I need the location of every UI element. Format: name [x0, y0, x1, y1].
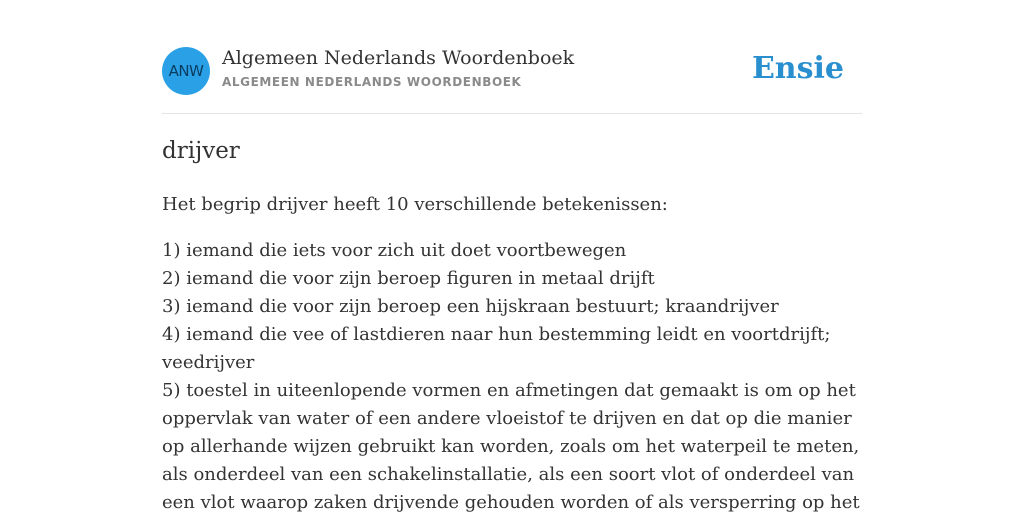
- meanings-list: [162, 237, 862, 512]
- header: [162, 47, 862, 95]
- entry-term: drijver: [162, 138, 240, 164]
- meaning-item: 1) iemand die iets voor zich uit doet voortbewegen: [162, 240, 627, 261]
- source-logo[interactable]: ANW: [162, 47, 210, 95]
- meaning-item: 4) iemand die vee of lastdieren naar hun bestemming leidt en voortdrijft; veedrijver: [162, 324, 831, 373]
- entry-intro: Het begrip drijver heeft 10 verschillende betekenissen:: [162, 194, 668, 215]
- meaning-item: 2) iemand die voor zijn beroep figuren in metaal drijft: [162, 268, 655, 289]
- divider: [162, 113, 862, 114]
- source-title[interactable]: Algemeen Nederlands Woordenboek: [222, 47, 575, 69]
- meaning-item: 5) toestel in uiteenlopende vormen en afmetingen dat gemaakt is om op het oppervlak van water of een andere vloeistof te drijven en dat op die manier op allerhande wijzen gebruikt kan worden, zoals om het waterpeil te meten, als onderdeel van een schakelinstallatie, als een soort vlot of onderdeel van een vlot waarop zaken drijvende gehouden worden of als versperring op het: [162, 380, 860, 512]
- meaning-item: 3) iemand die voor zijn beroep een hijskraan bestuurt; kraandrijver: [162, 296, 779, 317]
- brand-logo[interactable]: Ensie: [751, 51, 844, 86]
- source-subtitle: ALGEMEEN NEDERLANDS WOORDENBOEK: [222, 75, 522, 89]
